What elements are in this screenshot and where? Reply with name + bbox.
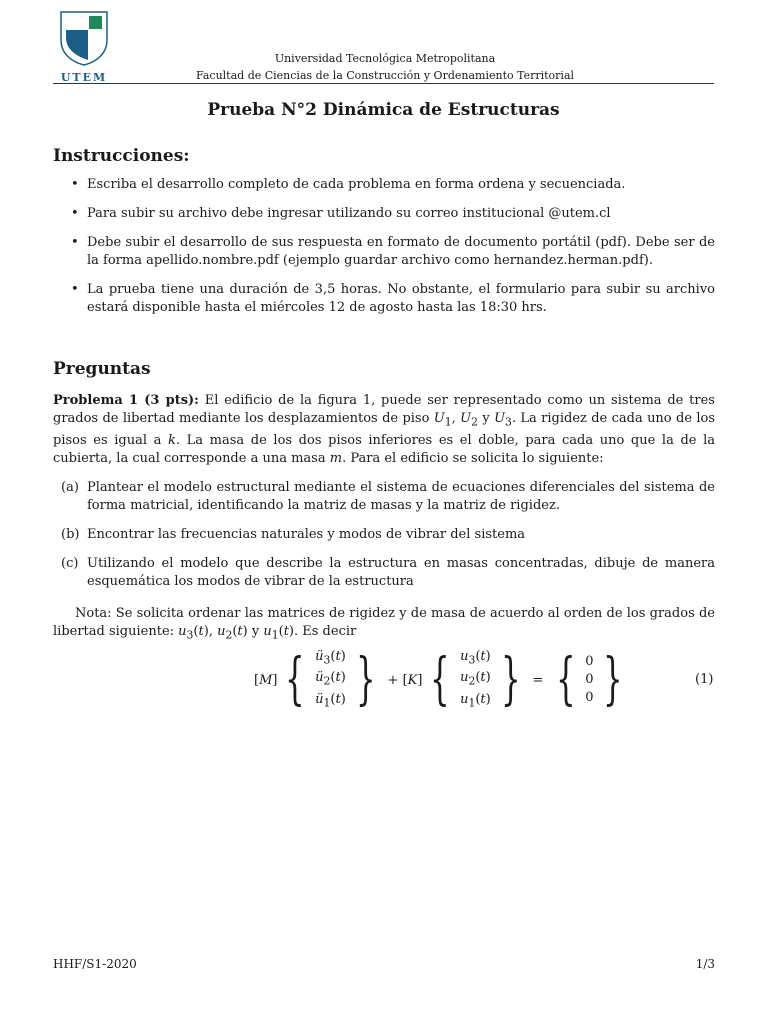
faculty-name: Facultad de Ciencias de la Construcción y Ordenamiento Territorial [195,69,575,82]
utem-shield-icon [58,10,110,66]
institution-header [160,50,610,84]
list-item: • La prueba tiene una duración de 3,5 horas. No obstante, el formulario para subir su archivo estará disponible hasta el miércoles 12 de agosto hasta las 18:30 hrs. [71,282,715,315]
list-item: (a) Plantear el modelo estructural mediante el sistema de ecuaciones diferenciales del sistema de forma matricial, identificando la matriz de masas y la matriz de rigidez. [61,480,715,513]
instructions-list [53,176,715,328]
page-number: 1/3 [695,957,715,971]
equation-1: [M] { $ü_3(t)$ $ü_2(t)$ $ü_1(t)$ } + [K] { $u_3(t)$ $u_2(t)$ $u_1(t)$ } = { 0 0 0 } [254,647,624,712]
utem-logo [58,10,110,84]
list-item: • Para subir su archivo debe ingresar utilizando su correo institucional @utem.cl [71,206,611,221]
problem-items [53,479,715,602]
logo-text: UTEM [60,71,108,84]
problem-1-statement: Problema 1 (3 pts): El edificio de la figura 1, puede ser representado como un sistema de tres grados de libertad mediante los desplazamientos de piso $U_1$, $U_2$ y $U_3$. La rigidez de cada uno de los pisos es igual a k. La masa de los dos pisos inferiores es el doble, para cada uno que la de la cubierta, la cual corresponde a una masa m. Para el edificio se solicita lo siguiente: [53,393,716,466]
equation-number: (1) [695,672,714,687]
questions-heading: Preguntas [53,359,151,379]
note-paragraph: Nota: Se solicita ordenar las matrices de rigidez y de masa de acuerdo al orden de los grados de libertad siguiente: $u_3(t)$, $u_2(t)$ y $u_1(t)$. Es decir [53,606,715,642]
list-item: • Debe subir el desarrollo de sus respuesta en formato de documento portátil (pdf). Debe ser de la forma apellido.nombre.pdf (ejemplo guardar archivo como hernandez.herman.pdf). [71,235,715,268]
page-title: Prueba N°2 Dinámica de Estructuras [207,100,560,120]
header-rule [53,83,714,84]
list-item: • Escriba el desarrollo completo de cada problema en forma ordena y secuenciada. [71,177,626,192]
footer-left: HHF/S1-2020 [53,957,137,971]
list-item: (b) Encontrar las frecuencias naturales y modos de vibrar del sistema [61,527,526,542]
problem-label: Problema 1 (3 pts): [53,393,199,408]
university-name: Universidad Tecnológica Metropolitana [274,52,496,65]
list-item: (c) Utilizando el modelo que describe la estructura en masas concentradas, dibuje de manera esquemática los modos de vibrar de la estructura [61,556,715,589]
instructions-heading: Instrucciones: [53,146,190,166]
